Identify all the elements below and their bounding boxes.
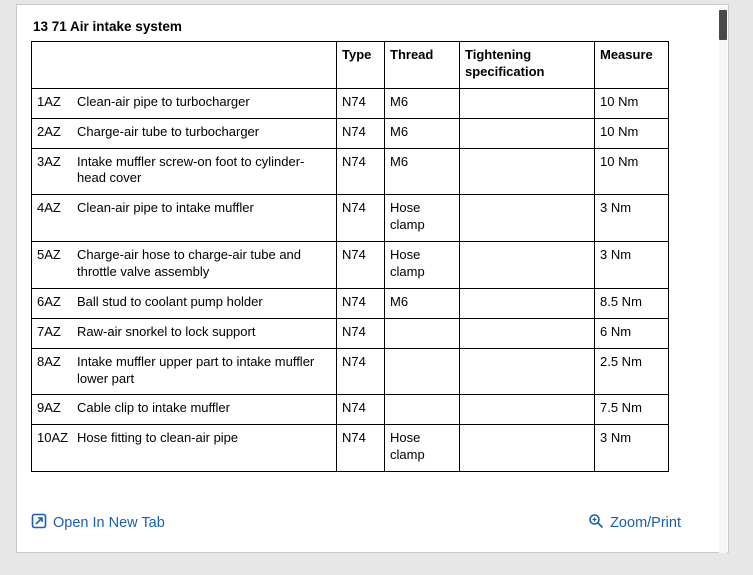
cell-type: N74	[337, 395, 385, 425]
cell-type: N74	[337, 148, 385, 195]
cell-spec	[460, 348, 595, 395]
table-row	[32, 395, 669, 425]
row-description: Cable clip to intake muffler	[77, 400, 230, 416]
row-description: Ball stud to coolant pump holder	[77, 293, 263, 309]
row-id: 4AZ	[37, 200, 61, 216]
cell-spec	[460, 88, 595, 118]
row-id: 8AZ	[37, 353, 61, 369]
cell-spec	[460, 195, 595, 242]
document-panel	[16, 4, 729, 553]
row-description: Intake muffler upper part to intake muffler lower part	[77, 353, 315, 386]
cell-spec	[460, 118, 595, 148]
vertical-scrollbar[interactable]	[719, 6, 727, 553]
zoom-icon	[588, 513, 604, 533]
cell-spec	[460, 425, 595, 472]
cell-thread: Hose clamp	[385, 195, 460, 242]
cell-measure: 10 Nm	[595, 88, 669, 118]
row-description: Hose fitting to clean-air pipe	[77, 430, 239, 446]
cell-measure: 10 Nm	[595, 118, 669, 148]
cell-type: N74	[337, 425, 385, 472]
row-id: 2AZ	[37, 123, 61, 139]
cell-measure: 2.5 Nm	[595, 348, 669, 395]
table-header-row	[32, 42, 669, 89]
document-content	[31, 19, 691, 472]
cell-type: N74	[337, 318, 385, 348]
zoom-print-link[interactable]	[588, 513, 681, 533]
scrollbar-thumb[interactable]	[719, 10, 727, 40]
cell-thread: M6	[385, 118, 460, 148]
row-description: Clean-air pipe to turbocharger	[77, 93, 250, 109]
cell-spec	[460, 288, 595, 318]
cell-thread	[385, 348, 460, 395]
cell-thread: M6	[385, 88, 460, 118]
header-thread: Thread	[385, 42, 460, 89]
table-row	[32, 148, 669, 195]
cell-thread: Hose clamp	[385, 242, 460, 289]
cell-type: N74	[337, 242, 385, 289]
table-row	[32, 118, 669, 148]
table-row	[32, 348, 669, 395]
cell-spec	[460, 395, 595, 425]
cell-type: N74	[337, 118, 385, 148]
cell-measure: 8.5 Nm	[595, 288, 669, 318]
cell-type: N74	[337, 195, 385, 242]
open-in-new-tab-icon	[31, 513, 47, 533]
cell-thread	[385, 318, 460, 348]
open-in-new-tab-link[interactable]	[31, 513, 165, 533]
row-description: Raw-air snorkel to lock support	[77, 323, 256, 339]
open-in-new-tab-label: Open In New Tab	[53, 515, 165, 531]
cell-thread	[385, 395, 460, 425]
header-measure: Measure	[595, 42, 669, 89]
header-tightening-specification: Tightening specification	[460, 42, 595, 89]
table-row	[32, 242, 669, 289]
cell-type: N74	[337, 88, 385, 118]
page-title: 13 71 Air intake system	[33, 19, 182, 34]
row-id: 3AZ	[37, 153, 61, 169]
row-description: Charge-air tube to turbocharger	[77, 123, 260, 139]
row-description: Clean-air pipe to intake muffler	[77, 200, 254, 216]
footer-toolbar	[31, 513, 681, 533]
row-id: 5AZ	[37, 247, 61, 263]
table-row	[32, 195, 669, 242]
cell-thread: M6	[385, 288, 460, 318]
row-id: 6AZ	[37, 293, 61, 309]
table-row	[32, 288, 669, 318]
header-type: Type	[337, 42, 385, 89]
cell-spec	[460, 242, 595, 289]
cell-measure: 3 Nm	[595, 195, 669, 242]
table-row	[32, 425, 669, 472]
cell-thread: M6	[385, 148, 460, 195]
cell-measure: 3 Nm	[595, 242, 669, 289]
cell-spec	[460, 318, 595, 348]
row-id: 9AZ	[37, 400, 61, 416]
row-id: 10AZ	[37, 430, 69, 446]
row-description: Charge-air hose to charge-air tube and throttle valve assembly	[77, 247, 302, 280]
header-item	[32, 42, 337, 89]
cell-measure: 6 Nm	[595, 318, 669, 348]
cell-spec	[460, 148, 595, 195]
row-description: Intake muffler screw-on foot to cylinder-head cover	[77, 153, 305, 186]
zoom-print-label: Zoom/Print	[610, 515, 681, 531]
cell-type: N74	[337, 348, 385, 395]
cell-measure: 7.5 Nm	[595, 395, 669, 425]
torque-spec-table	[31, 41, 669, 472]
cell-measure: 10 Nm	[595, 148, 669, 195]
cell-thread: Hose clamp	[385, 425, 460, 472]
row-id: 1AZ	[37, 93, 61, 109]
table-row	[32, 88, 669, 118]
cell-type: N74	[337, 288, 385, 318]
cell-measure: 3 Nm	[595, 425, 669, 472]
table-row	[32, 318, 669, 348]
row-id: 7AZ	[37, 323, 61, 339]
